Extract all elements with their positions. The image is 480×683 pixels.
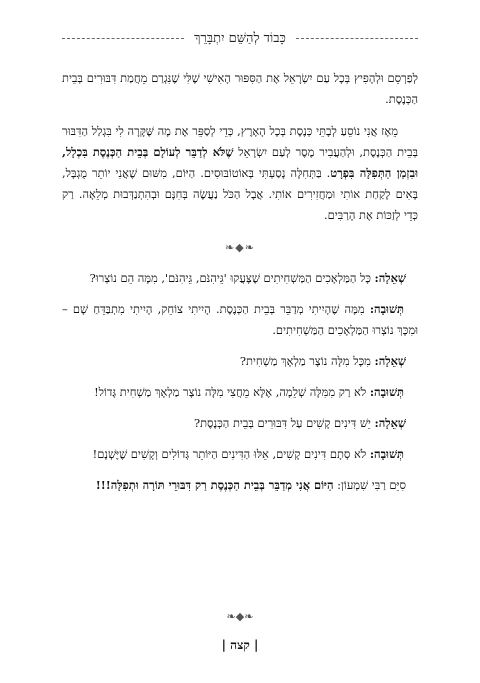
question-label: שְׁאֵלָה: xyxy=(374,354,406,368)
answer-label: תְּשׁוּבָה: xyxy=(369,302,404,316)
question-text: יֵשׁ דִּינִים קָשִׁים עַל דִּבּוּרִים בְּבֵית הַכְּנֶסֶת? xyxy=(193,416,375,430)
header-rule-left xyxy=(62,38,184,39)
page-header xyxy=(62,30,418,46)
page-number: | קצה | xyxy=(221,638,259,652)
answer-label: תְּשׁוּבָה: xyxy=(369,447,404,461)
answer-1 xyxy=(62,299,418,341)
question-1 xyxy=(62,268,418,289)
header-title: כָּבוֹד לְהַשֵּׁם יִתְבָּרֵךְ xyxy=(194,31,286,46)
intro-p2-start: מֵאָז אֲנִי נוֹסֵעַ לְבָתֵּי כְּנֶסֶת בְּכָל הָאָרֶץ, כְּדֵי לְסַפֵּר אֶת מָה שֶּׁקָּרָה לִי בִּגְלַל הַדִּבּוּר בְּבֵית הַכְּנֶסֶת, וּלְהַעֲבִיר מֶסֶר לְעַם יִשְׂרָאֵל xyxy=(62,124,418,159)
answer-3 xyxy=(62,444,418,465)
answer-text: לֹא סְתָם דִּינִים קָשִׁים, אֵלּוּ הַדִּינִים הַיּוֹתֵר גְּדוֹלִים וְקָשִׁים שֶׁיֶּשְׁנָם! xyxy=(92,447,370,461)
question-label: שְׁאֵלָה: xyxy=(374,271,406,285)
closing-paragraph xyxy=(62,475,418,496)
answer-text: לֹא רַק מִמִּלָּה שְׁלֵמָה, אֶלָּא מֵחֲצִי מִלָּה נוֹצָר מַלְאָךְ מַשְׁחִית גָּדוֹל! xyxy=(94,385,370,399)
question-2 xyxy=(62,351,418,372)
footer-ornament: ❧◆❧ xyxy=(226,610,254,623)
answer-label: תְּשׁוּבָה: xyxy=(369,385,404,399)
question-label: שְׁאֵלָה: xyxy=(374,416,406,430)
closing-bold: הַיּוֹם אֲנִי מְדַבֵּר בְּבֵית הַכְּנֶסֶת רַק דִּבּוּרֵי תּוֹרָה וּתְפִלָּה!!! xyxy=(95,478,334,492)
answer-2 xyxy=(62,382,418,403)
answer-text: מִמָּה שֶׁהָיִיתִי מְדַבֵּר בְּבֵית הַכְּנֶסֶת. הָיִיתִי צוֹחֵק, הָיִיתִי מִתְבַּדֵּחַ שָׁם – וּמִכָּךְ נוֹצְרוּ הַמַּלְאָכִים הַמַּשְׁחִיתִים. xyxy=(62,302,418,337)
header-rule-right xyxy=(296,38,418,39)
section-ornament: ❧◆❧ xyxy=(225,241,255,254)
intro-p2-bold: שֶׁלֹּא לְדַבֵּר לְעוֹלָם בְּבֵית הַכְּנֶסֶת בִּכְלָל, וּבִזְמַן הַתְּפִלָּה בִּפְרָט xyxy=(62,145,418,180)
intro-p2-end: . בַּתְּחִלָּה נָסַעְתִּי בְּאוֹטוֹבּוּסִים. הַיּוֹם, מִשּׁוּם שֶׁאֲנִי יוֹתֵר מֻגְבָּל, בָּאִים לָקַחַת אוֹתִי וּמַחֲזִירִים אוֹתִי. אֲבָל הַכֹּל נַעֲשֶׂה בְּחִנָּם וּבְהִתְנַדְּבוּת מְלֵאָה. רַק כְּדֵי לְזַכּוֹת אֶת הָרַבִּים. xyxy=(62,166,418,222)
question-text: מִכָּל מִלָּה נוֹצָר מַלְאָךְ מַשְׁחִית? xyxy=(239,354,375,368)
intro-paragraph-1: לְפַרְסֵם וּלְהָפִיץ בְּכָל עַם יִשְׂרָאֵל אֶת הַסִּפּוּר הָאִישִׁי שֶׁלִּי שֶׁנִּגְרַם מֵחֲמַת דִּבּוּרִים בְּבֵית הַכְּנֶסֶת. xyxy=(62,71,418,106)
main-content xyxy=(62,68,418,506)
question-text: כָּל הַמַּלְאָכִים הַמַּשְׁחִיתִים שֶׁצָּעֲקוּ 'גֵּיהִנֹּם, גֵּיהִנֹּם', מִמָּה הֵם נוֹצְרוּ? xyxy=(89,271,375,285)
intro-paragraph-2 xyxy=(62,121,418,226)
question-3 xyxy=(62,413,418,434)
closing-start: סִיֵּם רַבִּי שִׁמְעוֹן: xyxy=(333,478,406,492)
